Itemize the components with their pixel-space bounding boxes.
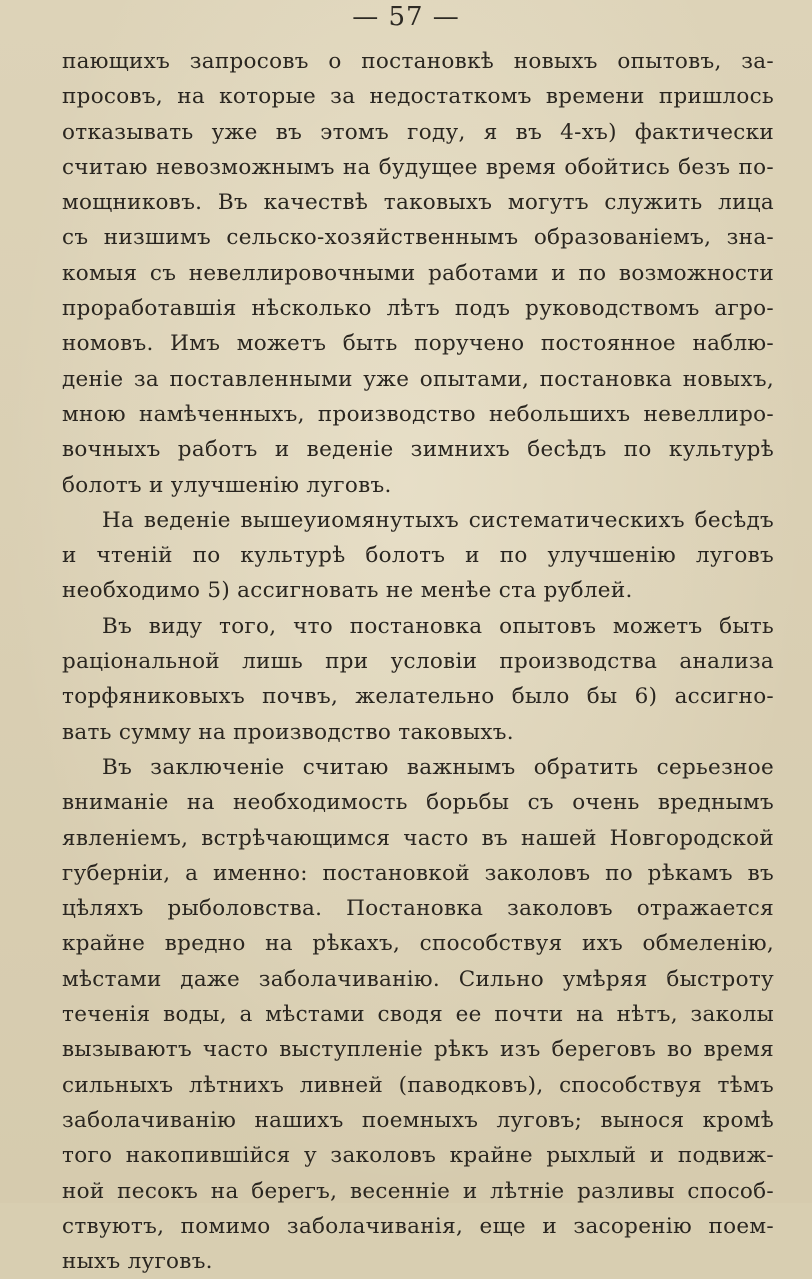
text-line: теченія воды, а мѣстами сводя ее почти на нѣтъ, заколы [62,1002,774,1028]
text-line: отказывать уже въ этомъ году, я въ 4-хъ) фактически [62,119,774,145]
text-line: съ низшимъ сельско-хозяйственнымъ образованіемъ, зна- [62,225,774,251]
text-line: вызываютъ часто выступленіе рѣкъ изъ береговъ во время [62,1037,774,1063]
text-line: мною намѣченныхъ, производство небольшихъ невеллиро- [62,401,774,427]
text-line: и чтеній по культурѣ болотъ и по улучшенію луговъ [62,543,774,569]
text-line: вочныхъ работъ и веденіе зимнихъ бесѣдъ по культурѣ [62,437,774,463]
text-line: Въ виду того, что постановка опытовъ можетъ быть [102,613,774,639]
text-line: вниманіе на необходимость борьбы съ очень вреднымъ [62,790,774,816]
text-line: раціональной лишь при условіи производства анализа [62,649,774,675]
text-line: цѣляхъ рыболовства. Постановка заколовъ отражается [62,896,774,922]
text-line: сильныхъ лѣтнихъ ливней (паводковъ), способствуя тѣмъ [62,1072,774,1098]
text-line: пающихъ запросовъ о постановкѣ новыхъ опытовъ, за- [62,49,774,74]
text-line: торфяниковыхъ почвъ, желательно было бы 6) ассигно- [62,684,774,710]
text-line: ствуютъ, помимо заболачиванія, еще и засоренію поем- [62,1213,774,1239]
text-line: вать сумму на производство таковыхъ. [62,719,514,745]
text-line: губерніи, а именно: постановкой заколовъ по рѣкамъ въ [62,860,774,886]
text-line: болотъ и улучшенію луговъ. [62,472,392,498]
text-line: ной песокъ на берегъ, весенніе и лѣтніе разливы способ- [62,1178,774,1204]
text-line: комыя съ невеллировочными работами и по возможности [62,260,774,286]
text-line: ныхъ луговъ. [62,1249,213,1275]
text-line: крайне вредно на рѣкахъ, способствуя ихъ обмеленію, [62,931,774,957]
text-line: явленіемъ, встрѣчающимся часто въ нашей Новгородской [62,825,774,851]
text-line: проработавшія нѣсколько лѣтъ подъ руководствомъ агро- [62,296,774,322]
text-line: просовъ, на которые за недостаткомъ времени пришлось [62,84,774,110]
text-line: номовъ. Имъ можетъ быть поручено постоянное наблю- [62,331,774,357]
text-line: считаю невозможнымъ на будущее время обойтись безъ по- [62,154,774,180]
text-line: Въ заключеніе считаю важнымъ обратить серьезное [102,754,774,780]
text-line: деніе за поставленными уже опытами, постановка новыхъ, [62,366,774,392]
text-line: мощниковъ. Въ качествѣ таковыхъ могутъ служить лица [62,190,774,216]
page-number: — 57 — [352,2,460,32]
text-line: мѣстами даже заболачиванію. Сильно умѣряя быстроту [62,966,774,992]
text-line: того накопившійся у заколовъ крайне рыхлый и подвиж- [62,1143,774,1169]
body-text [62,44,774,1279]
text-line: необходимо 5) ассигновать не менѣе ста рублей. [62,578,633,604]
text-line: На веденіе вышеуиомянутыхъ систематическихъ бесѣдъ [102,507,774,533]
text-line: заболачиванію нашихъ поемныхъ луговъ; вынося кромѣ [62,1107,774,1133]
